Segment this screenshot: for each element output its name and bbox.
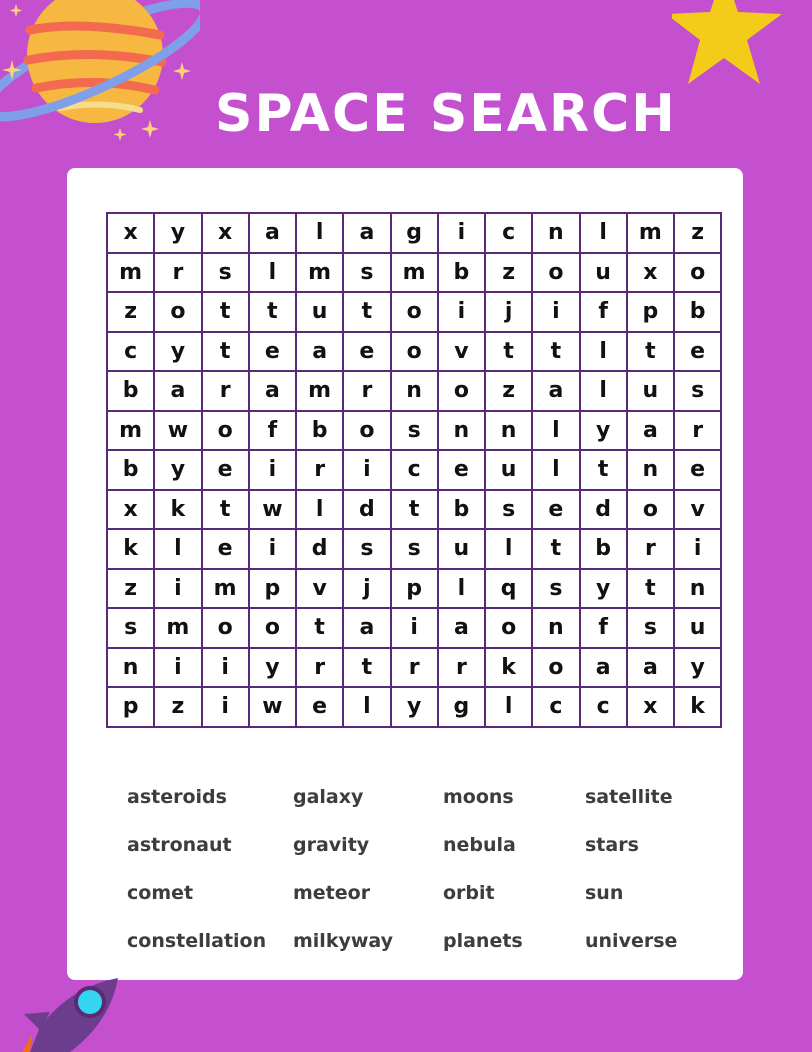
grid-row — [107, 490, 721, 530]
grid-cell[interactable]: u — [485, 450, 532, 490]
word-item: milkyway — [293, 930, 394, 952]
grid-cell[interactable]: s — [202, 253, 249, 293]
grid-cell[interactable]: n — [485, 411, 532, 451]
grid-cell[interactable]: l — [580, 213, 627, 253]
grid-cell[interactable]: t — [343, 292, 390, 332]
grid-cell[interactable]: b — [580, 529, 627, 569]
grid-cell[interactable]: a — [249, 371, 296, 411]
grid-cell[interactable]: m — [107, 411, 154, 451]
grid-cell[interactable]: j — [343, 569, 390, 609]
grid-cell[interactable]: f — [580, 292, 627, 332]
grid-cell[interactable]: t — [391, 490, 438, 530]
grid-cell[interactable]: o — [532, 648, 579, 688]
grid-cell[interactable]: l — [343, 687, 390, 727]
grid-cell[interactable]: w — [249, 490, 296, 530]
grid-cell[interactable]: y — [674, 648, 721, 688]
grid-cell[interactable]: x — [627, 687, 674, 727]
grid-cell[interactable]: y — [154, 213, 201, 253]
grid-cell[interactable]: t — [202, 332, 249, 372]
grid-cell[interactable]: o — [202, 411, 249, 451]
grid-cell[interactable]: b — [107, 371, 154, 411]
grid-cell[interactable]: i — [249, 450, 296, 490]
grid-cell[interactable]: c — [580, 687, 627, 727]
grid-cell[interactable]: a — [627, 648, 674, 688]
grid-cell[interactable]: m — [296, 371, 343, 411]
grid-cell[interactable]: y — [580, 411, 627, 451]
grid-row — [107, 411, 721, 451]
grid-cell[interactable]: o — [674, 253, 721, 293]
grid-row — [107, 648, 721, 688]
grid-row — [107, 569, 721, 609]
grid-cell[interactable]: s — [627, 608, 674, 648]
grid-cell[interactable]: l — [154, 529, 201, 569]
grid-cell[interactable]: l — [580, 332, 627, 372]
word-item: constellation — [127, 930, 267, 952]
grid-cell[interactable]: i — [154, 648, 201, 688]
word-item: nebula — [443, 834, 516, 856]
grid-cell[interactable]: i — [202, 648, 249, 688]
grid-cell[interactable]: n — [674, 569, 721, 609]
grid-cell[interactable]: z — [485, 371, 532, 411]
grid-cell[interactable]: i — [249, 529, 296, 569]
grid-cell[interactable]: r — [343, 371, 390, 411]
grid-cell[interactable]: t — [532, 529, 579, 569]
page-title: SPACE SEARCH — [215, 84, 677, 144]
grid-cell[interactable]: n — [107, 648, 154, 688]
grid-cell[interactable]: e — [296, 687, 343, 727]
grid-cell[interactable]: z — [107, 292, 154, 332]
word-item: meteor — [293, 882, 371, 904]
grid-cell[interactable]: p — [107, 687, 154, 727]
grid-cell[interactable]: l — [296, 490, 343, 530]
grid-cell[interactable]: z — [107, 569, 154, 609]
grid-cell[interactable]: e — [532, 490, 579, 530]
grid-cell[interactable]: e — [249, 332, 296, 372]
grid-cell[interactable]: l — [485, 687, 532, 727]
grid-cell[interactable]: a — [438, 608, 485, 648]
grid-cell[interactable]: a — [532, 371, 579, 411]
grid-cell[interactable]: k — [107, 529, 154, 569]
grid-cell[interactable]: a — [627, 411, 674, 451]
grid-cell[interactable]: e — [202, 529, 249, 569]
grid-cell[interactable]: n — [391, 371, 438, 411]
grid-cell[interactable]: o — [485, 608, 532, 648]
grid-cell[interactable]: o — [438, 371, 485, 411]
word-item: orbit — [443, 882, 495, 904]
word-item: comet — [127, 882, 194, 904]
grid-cell[interactable]: i — [532, 292, 579, 332]
grid-cell[interactable]: a — [296, 332, 343, 372]
grid-cell[interactable]: l — [580, 371, 627, 411]
grid-row — [107, 253, 721, 293]
grid-cell[interactable]: n — [627, 450, 674, 490]
grid-cell[interactable]: r — [391, 648, 438, 688]
grid-cell[interactable]: a — [154, 371, 201, 411]
grid-cell[interactable]: u — [674, 608, 721, 648]
word-item: galaxy — [293, 786, 364, 808]
grid-cell[interactable]: n — [438, 411, 485, 451]
grid-cell[interactable]: i — [391, 608, 438, 648]
grid-cell[interactable]: r — [438, 648, 485, 688]
grid-cell[interactable]: d — [343, 490, 390, 530]
grid-row — [107, 608, 721, 648]
grid-row — [107, 450, 721, 490]
grid-cell[interactable]: u — [580, 253, 627, 293]
rocket-icon — [10, 972, 130, 1052]
grid-cell[interactable]: e — [438, 450, 485, 490]
grid-cell[interactable]: o — [202, 608, 249, 648]
grid-cell[interactable]: x — [107, 490, 154, 530]
grid-cell[interactable]: r — [154, 253, 201, 293]
grid-cell[interactable]: t — [627, 569, 674, 609]
grid-cell[interactable]: k — [154, 490, 201, 530]
grid-cell[interactable]: u — [296, 292, 343, 332]
letter-grid — [106, 212, 722, 728]
grid-cell[interactable]: p — [391, 569, 438, 609]
grid-cell[interactable]: l — [532, 411, 579, 451]
grid-cell[interactable]: v — [438, 332, 485, 372]
grid-cell[interactable]: y — [249, 648, 296, 688]
grid-cell[interactable]: r — [202, 371, 249, 411]
grid-cell[interactable]: i — [343, 450, 390, 490]
grid-cell[interactable]: u — [627, 371, 674, 411]
grid-cell[interactable]: o — [249, 608, 296, 648]
grid-cell[interactable]: t — [580, 450, 627, 490]
grid-cell[interactable]: t — [627, 332, 674, 372]
grid-cell[interactable]: v — [674, 490, 721, 530]
planet-icon — [0, 0, 200, 145]
grid-cell[interactable]: z — [154, 687, 201, 727]
grid-cell[interactable]: t — [343, 648, 390, 688]
grid-cell[interactable]: x — [627, 253, 674, 293]
grid-cell[interactable]: c — [532, 687, 579, 727]
word-item: asteroids — [127, 786, 227, 808]
grid-cell[interactable]: c — [391, 450, 438, 490]
grid-cell[interactable]: s — [343, 529, 390, 569]
grid-cell[interactable]: t — [202, 490, 249, 530]
grid-cell[interactable]: a — [343, 213, 390, 253]
grid-cell[interactable]: s — [391, 529, 438, 569]
grid-cell[interactable]: r — [296, 648, 343, 688]
word-item: moons — [443, 786, 514, 808]
grid-cell[interactable]: l — [532, 450, 579, 490]
grid-cell[interactable]: x — [107, 213, 154, 253]
grid-cell[interactable]: d — [296, 529, 343, 569]
grid-cell[interactable]: c — [107, 332, 154, 372]
grid-cell[interactable]: u — [438, 529, 485, 569]
grid-cell[interactable]: t — [249, 292, 296, 332]
grid-cell[interactable]: o — [343, 411, 390, 451]
grid-cell[interactable]: m — [391, 253, 438, 293]
grid-cell[interactable]: o — [532, 253, 579, 293]
grid-cell[interactable]: v — [296, 569, 343, 609]
word-item: satellite — [585, 786, 673, 808]
grid-row — [107, 213, 721, 253]
grid-cell[interactable]: p — [627, 292, 674, 332]
grid-cell[interactable]: m — [154, 608, 201, 648]
grid-cell[interactable]: x — [202, 213, 249, 253]
grid-row — [107, 371, 721, 411]
star-icon — [672, 0, 792, 90]
grid-cell[interactable]: o — [154, 292, 201, 332]
grid-cell[interactable]: l — [296, 213, 343, 253]
grid-cell[interactable]: b — [438, 253, 485, 293]
grid-cell[interactable]: w — [249, 687, 296, 727]
grid-cell[interactable]: t — [202, 292, 249, 332]
grid-cell[interactable]: a — [580, 648, 627, 688]
grid-cell[interactable]: s — [485, 490, 532, 530]
grid-cell[interactable]: y — [580, 569, 627, 609]
grid-cell[interactable]: a — [249, 213, 296, 253]
grid-cell[interactable]: l — [485, 529, 532, 569]
grid-cell[interactable]: i — [674, 529, 721, 569]
grid-cell[interactable]: t — [296, 608, 343, 648]
grid-cell[interactable]: g — [438, 687, 485, 727]
grid-cell[interactable]: r — [296, 450, 343, 490]
word-item: gravity — [293, 834, 370, 856]
grid-cell[interactable]: m — [296, 253, 343, 293]
grid-cell[interactable]: o — [391, 292, 438, 332]
grid-cell[interactable]: q — [485, 569, 532, 609]
grid-cell[interactable]: f — [580, 608, 627, 648]
grid-cell[interactable]: m — [107, 253, 154, 293]
grid-cell[interactable]: c — [485, 213, 532, 253]
grid-cell[interactable]: s — [343, 253, 390, 293]
grid-cell[interactable]: y — [154, 332, 201, 372]
grid-cell[interactable]: k — [485, 648, 532, 688]
word-item: astronaut — [127, 834, 232, 856]
grid-cell[interactable]: n — [532, 608, 579, 648]
grid-cell[interactable]: e — [343, 332, 390, 372]
grid-row — [107, 687, 721, 727]
grid-cell[interactable]: k — [674, 687, 721, 727]
grid-cell[interactable]: b — [674, 292, 721, 332]
grid-cell[interactable]: o — [391, 332, 438, 372]
grid-cell[interactable]: l — [438, 569, 485, 609]
grid-row — [107, 332, 721, 372]
grid-cell[interactable]: w — [154, 411, 201, 451]
grid-cell[interactable]: o — [627, 490, 674, 530]
grid-cell[interactable]: r — [674, 411, 721, 451]
word-item: planets — [443, 930, 523, 952]
grid-cell[interactable]: y — [154, 450, 201, 490]
word-item: sun — [585, 882, 624, 904]
word-item: universe — [585, 930, 678, 952]
grid-cell[interactable]: i — [202, 687, 249, 727]
grid-cell[interactable]: g — [391, 213, 438, 253]
grid-cell[interactable]: t — [485, 332, 532, 372]
grid-cell[interactable]: y — [391, 687, 438, 727]
grid-cell[interactable]: r — [627, 529, 674, 569]
grid-cell[interactable]: e — [202, 450, 249, 490]
grid-cell[interactable]: z — [674, 213, 721, 253]
grid-cell[interactable]: b — [296, 411, 343, 451]
grid-cell[interactable]: f — [249, 411, 296, 451]
grid-cell[interactable]: a — [343, 608, 390, 648]
grid-cell[interactable]: i — [438, 213, 485, 253]
grid-cell[interactable]: e — [674, 332, 721, 372]
grid-cell[interactable]: l — [249, 253, 296, 293]
grid-cell[interactable]: i — [154, 569, 201, 609]
grid-cell[interactable]: z — [485, 253, 532, 293]
grid-cell[interactable]: b — [438, 490, 485, 530]
grid-cell[interactable]: t — [532, 332, 579, 372]
word-item: stars — [585, 834, 639, 856]
grid-cell[interactable]: i — [438, 292, 485, 332]
grid-cell[interactable]: p — [249, 569, 296, 609]
grid-cell[interactable]: s — [532, 569, 579, 609]
grid-row — [107, 529, 721, 569]
grid-cell[interactable]: j — [485, 292, 532, 332]
grid-cell[interactable]: s — [674, 371, 721, 411]
grid-cell[interactable]: m — [202, 569, 249, 609]
grid-cell[interactable]: n — [532, 213, 579, 253]
grid-row — [107, 292, 721, 332]
grid-cell[interactable]: b — [107, 450, 154, 490]
grid-cell[interactable]: s — [107, 608, 154, 648]
grid-cell[interactable]: s — [391, 411, 438, 451]
grid-cell[interactable]: m — [627, 213, 674, 253]
grid-cell[interactable]: d — [580, 490, 627, 530]
grid-cell[interactable]: e — [674, 450, 721, 490]
